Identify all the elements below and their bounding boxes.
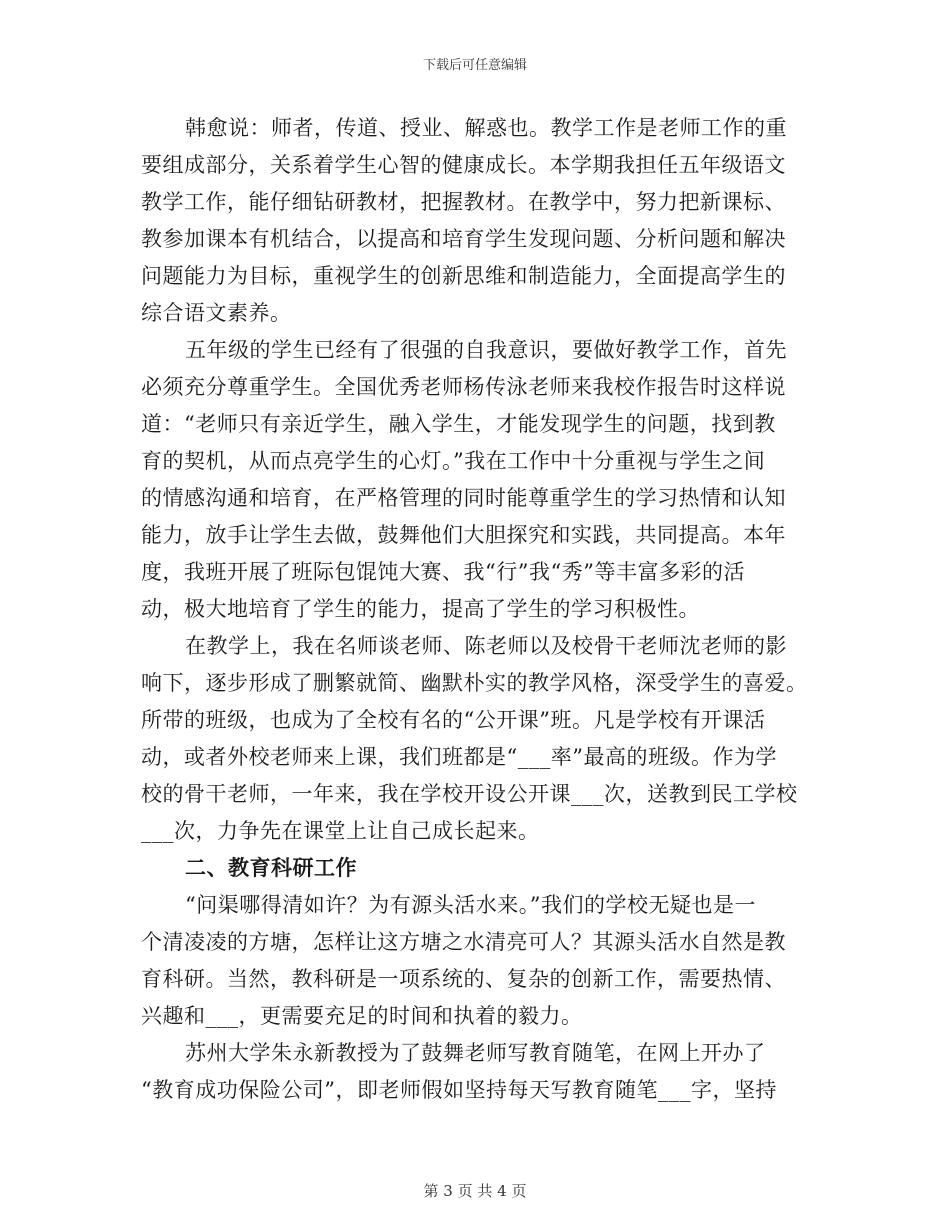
paragraph-line: “问渠哪得清如许？为有源头活水来。”我们的学校无疑也是一 bbox=[185, 893, 756, 917]
paragraph-line: 响下，逐步形成了删繁就简、幽默朴实的教学风格，深受学生的喜爱。 bbox=[141, 671, 808, 695]
paragraph-line: 个清凌凌的方塘，怎样让这方塘之水清亮可人？其源头活水自然是教 bbox=[141, 930, 786, 954]
paragraph-line: 在教学上，我在名师谈老师、陈老师以及校骨干老师沈老师的影 bbox=[185, 634, 787, 658]
document-body bbox=[141, 110, 811, 1109]
section-heading: 二、教育科研工作 bbox=[185, 856, 357, 880]
paragraph-line: 度，我班开展了班际包馄饨大赛、我“行”我“秀”等丰富多彩的活 bbox=[141, 560, 745, 584]
paragraph-line: 韩愈说：师者，传道、授业、解惑也。教学工作是老师工作的重 bbox=[185, 116, 787, 140]
paragraph-line: 五年级的学生已经有了很强的自我意识，要做好教学工作，首先 bbox=[185, 338, 787, 362]
paragraph-line: 综合语文素养。 bbox=[141, 301, 292, 325]
paragraph-line: 育科研。当然，教科研是一项系统的、复杂的创新工作，需要热情、 bbox=[141, 967, 786, 991]
paragraph-line: 能力，放手让学生去做，鼓舞他们大胆探究和实践，共同提高。本年 bbox=[141, 523, 786, 547]
paragraph-line: 动，极大地培育了学生的能力，提高了学生的学习积极性。 bbox=[141, 597, 700, 621]
paragraph-line: 兴趣和___，更需要充足的时间和执着的毅力。 bbox=[141, 1004, 583, 1028]
paragraph-line: 苏州大学朱永新教授为了鼓舞老师写教育随笔，在网上开办了 bbox=[185, 1041, 766, 1065]
page-footer: 第 3 页 共 4 页 bbox=[423, 1182, 527, 1200]
paragraph-line: 道：“老师只有亲近学生，融入学生，才能发现学生的问题，找到教 bbox=[141, 412, 776, 436]
paragraph-line: 要组成部分，关系着学生心智的健康成长。本学期我担任五年级语文 bbox=[141, 153, 786, 177]
paragraph-line: 校的骨干老师，一年来，我在学校开设公开课___次，送教到民工学校 bbox=[141, 782, 798, 806]
paragraph-line: 教学工作，能仔细钻研教材，把握教材。在教学中，努力把新课标、 bbox=[141, 190, 786, 214]
paragraph-line: ___次，力争先在课堂上让自己成长起来。 bbox=[141, 819, 540, 843]
paragraph-line: “教育成功保险公司”，即老师假如坚持每天写教育随笔___字，坚持 bbox=[141, 1078, 777, 1102]
paragraph-line: 教参加课本有机结合，以提高和培育学生发现问题、分析问题和解决 bbox=[141, 227, 786, 251]
paragraph-line: 的情感沟通和培育，在严格管理的同时能尊重学生的学习热情和认知 bbox=[141, 486, 786, 510]
paragraph-line: 育的契机，从而点亮学生的心灯。”我在工作中十分重视与学生之间 bbox=[141, 449, 766, 473]
paragraph-line: 动，或者外校老师来上课，我们班都是“___率”最高的班级。作为学 bbox=[141, 745, 777, 769]
paragraph-line: 所带的班级，也成为了全校有名的“公开课”班。凡是学校有开课活 bbox=[141, 708, 766, 732]
page-header: 下载后可任意编辑 bbox=[422, 58, 527, 73]
paragraph-line: 必须充分尊重学生。全国优秀老师杨传泳老师来我校作报告时这样说 bbox=[141, 375, 786, 399]
paragraph-line: 问题能力为目标，重视学生的创新思维和制造能力，全面提高学生的 bbox=[141, 264, 786, 288]
